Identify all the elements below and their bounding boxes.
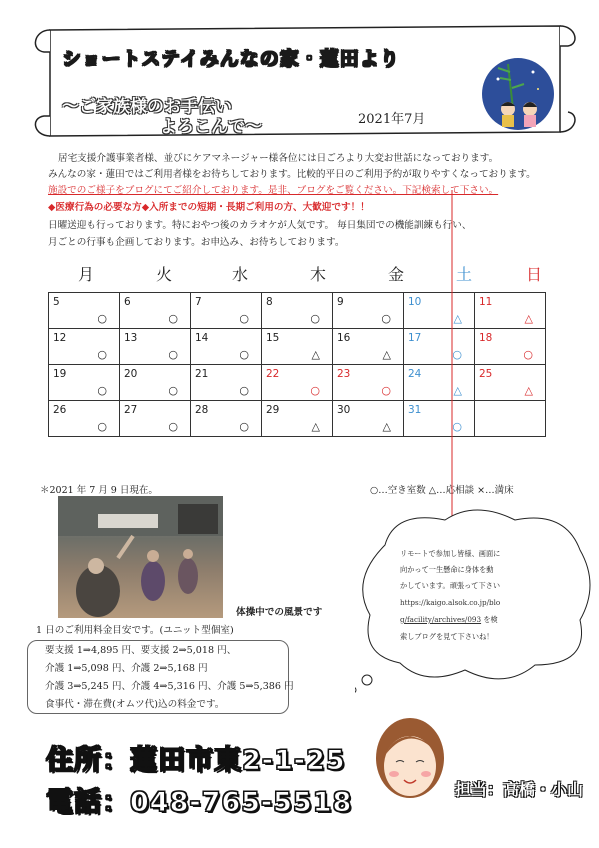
calendar-legend: ○…空き室数 △…応相談 ×…満床 — [370, 485, 514, 496]
calendar-day: 17 ○ — [404, 329, 475, 365]
weekday-fri: 金 — [388, 265, 405, 284]
bubble-line-4: 索しブログを見て下さいね！ — [400, 632, 494, 641]
intro-blog-notice: 施設でのご様子をブログにてご紹介しております。是非、ブログをご覧ください。下記検索して下さい。 — [48, 185, 499, 196]
bubble-url-suffix: を検 — [481, 615, 498, 624]
calendar-day: 28 ○ — [191, 401, 262, 437]
calendar-day: 15 △ — [262, 329, 333, 365]
calendar-day: 26 ○ — [49, 401, 120, 437]
calendar-day: 21 ○ — [191, 365, 262, 401]
staff-face-illustration — [374, 716, 446, 806]
calendar-day: 27 ○ — [120, 401, 191, 437]
calendar-day: 5 ○ — [49, 293, 120, 329]
photo-caption: 体操中での風景です — [236, 607, 323, 618]
calendar-day: 18 ○ — [475, 329, 546, 365]
calendar-day: 31 ○ — [404, 401, 475, 437]
calendar-day: 11 △ — [475, 293, 546, 329]
address: 住所：蓮田市東2-1-25 — [46, 745, 346, 776]
calendar-day: 8 ○ — [262, 293, 333, 329]
intro-line-1: 居宅支援介護事業者様、並びにケアマネージャー様各位には日ごろより大変お世話になっております。 — [58, 153, 499, 164]
blog-url-1[interactable]: https://kaigo.alsok.co.jp/blo — [400, 598, 501, 607]
calendar-day: 20 ○ — [120, 365, 191, 401]
intro-line-6: 月ごとの行事も企画しております。お申込み、お待ちしております。 — [48, 237, 345, 248]
calendar-day: 14 ○ — [191, 329, 262, 365]
price-row-4: 食事代・滞在費(オムツ代)込の料金です。 — [45, 699, 225, 710]
exercise-photo — [58, 496, 223, 618]
weekday-mon: 月 — [78, 265, 95, 284]
calendar-day: 29 △ — [262, 401, 333, 437]
weekday-tue: 火 — [156, 265, 173, 284]
calendar-day: 10 △ — [404, 293, 475, 329]
calendar-day: 9 ○ — [333, 293, 404, 329]
price-row-2: 介護 1⇒5,098 円、介護 2⇒5,168 円 — [45, 663, 208, 674]
calendar-day: 24 △ — [404, 365, 475, 401]
banner-title: ショートステイみんなの家・蓮田より — [62, 48, 400, 70]
banner-subtitle-1: ～ご家族様のお手伝い — [62, 97, 232, 117]
intro-medical-notice: ◆医療行為の必要な方◆入所までの短期・長期ご利用の方、大歓迎です！！ — [48, 202, 370, 213]
weekday-sun: 日 — [526, 265, 543, 284]
phone: 電話：048-765-5518 — [46, 787, 353, 818]
calendar-day: 7 ○ — [191, 293, 262, 329]
contact-person: 担当：高橋・小山 — [455, 780, 584, 799]
bubble-line-1: リモートで参加し皆様、画面に — [400, 549, 501, 558]
blog-url-2[interactable]: g/facility/archives/093 — [400, 615, 482, 624]
calendar-day: 23 ○ — [333, 365, 404, 401]
price-heading: 1 日のご利用料金目安です。(ユニット型個室) — [36, 625, 234, 636]
weekday-sat: 土 — [456, 265, 473, 284]
calendar-day: 13 ○ — [120, 329, 191, 365]
weekday-wed: 水 — [232, 265, 249, 284]
calendar-as-of: ＊2021 年 7 月 9 日現在。 — [40, 485, 158, 496]
bubble-line-2: 向かって一生懸命に身体を動 — [400, 565, 494, 574]
calendar-day: 6 ○ — [120, 293, 191, 329]
calendar-day: 12 ○ — [49, 329, 120, 365]
banner-date: 2021年7月 — [358, 112, 426, 127]
price-row-1: 要支援 1⇒4,895 円、要支援 2⇒5,018 円、 — [45, 645, 237, 656]
calendar-day: 25 △ — [475, 365, 546, 401]
intro-line-5: 日曜送迎も行っております。特におやつ後のカラオケが人気です。 毎日集団での機能訓練も行い、 — [48, 220, 472, 231]
intro-line-2: みんなの家・蓮田ではご利用者様をお待ちしております。比較的平日のご利用予約が取りやすくなっております。 — [48, 169, 536, 180]
bubble-line-3: かしています。頑張って下さい — [400, 581, 501, 590]
exercise-scene-image — [58, 496, 223, 618]
calendar-day: 16 △ — [333, 329, 404, 365]
calendar-day: 30 △ — [333, 401, 404, 437]
price-row-3: 介護 3⇒5,245 円、介護 4⇒5,316 円、介護 5⇒5,386 円 — [45, 681, 294, 692]
calendar-day: 19 ○ — [49, 365, 120, 401]
calendar-day: 22 ○ — [262, 365, 333, 401]
weekday-thu: 木 — [310, 265, 327, 284]
banner-subtitle-2: よろこんで～ — [160, 117, 262, 137]
